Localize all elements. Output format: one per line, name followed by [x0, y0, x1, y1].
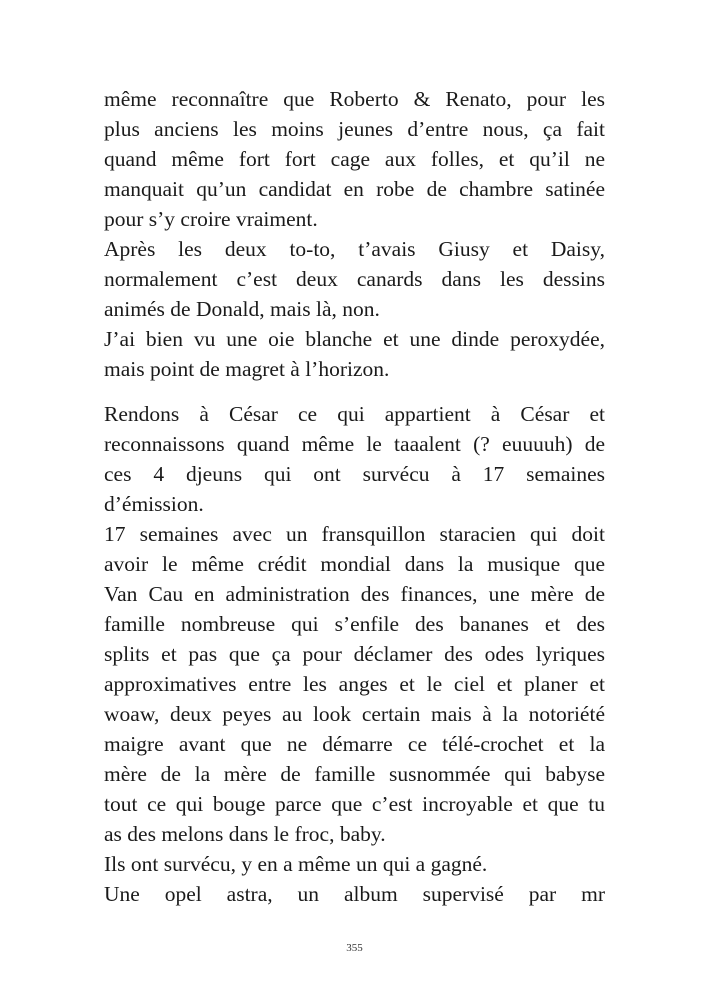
- paragraph: [104, 849, 605, 879]
- text-line: Une opel astra, un album supervisé par mr: [104, 882, 605, 906]
- text-line: Ils ont survécu, y en a même un qui a gagné.: [104, 852, 488, 876]
- text-line: maigre avant que ne démarre ce télé-crochet et la: [104, 732, 605, 756]
- paragraph: [104, 519, 605, 849]
- paragraph: [104, 84, 605, 234]
- text-line: mais point de magret à l’horizon.: [104, 357, 390, 381]
- text-line: reconnaissons quand même le taaalent (? euuuuh) de: [104, 432, 605, 456]
- text-line: avoir le même crédit mondial dans la musique que: [104, 552, 605, 576]
- text-line: tout ce qui bouge parce que c’est incroyable et que tu: [104, 792, 605, 816]
- text-line: normalement c’est deux canards dans les dessins: [104, 267, 605, 291]
- paragraph: [104, 324, 605, 384]
- text-line: pour s’y croire vraiment.: [104, 207, 318, 231]
- text-line: quand même fort fort cage aux folles, et qu’il ne: [104, 147, 605, 171]
- text-line: manquait qu’un candidat en robe de chambre satinée: [104, 177, 605, 201]
- text-line: as des melons dans le froc, baby.: [104, 822, 386, 846]
- text-line: même reconnaître que Roberto & Renato, pour les: [104, 87, 605, 111]
- paragraph: [104, 399, 605, 519]
- text-line: 17 semaines avec un fransquillon staracien qui doit: [104, 522, 605, 546]
- text-line: Après les deux to-to, t’avais Giusy et Daisy,: [104, 237, 605, 261]
- text-line: Rendons à César ce qui appartient à César et: [104, 402, 605, 426]
- text-line: animés de Donald, mais là, non.: [104, 297, 380, 321]
- text-line: plus anciens les moins jeunes d’entre nous, ça fait: [104, 117, 605, 141]
- text-line: woaw, deux peyes au look certain mais à la notoriété: [104, 702, 605, 726]
- text-line: famille nombreuse qui s’enfile des bananes et des: [104, 612, 605, 636]
- paragraph-spacer: [104, 384, 605, 399]
- text-line: mère de la mère de famille susnommée qui babyse: [104, 762, 605, 786]
- paragraph: [104, 234, 605, 324]
- text-line: splits et pas que ça pour déclamer des odes lyriques: [104, 642, 605, 666]
- text-line: J’ai bien vu une oie blanche et une dinde peroxydée,: [104, 327, 605, 351]
- text-line: approximatives entre les anges et le ciel et planer et: [104, 672, 605, 696]
- text-line: ces 4 djeuns qui ont survécu à 17 semaines: [104, 462, 605, 486]
- text-line: Van Cau en administration des finances, une mère de: [104, 582, 605, 606]
- text-line: d’émission.: [104, 492, 204, 516]
- paragraph: [104, 879, 605, 909]
- body-text: [104, 84, 605, 909]
- page-number: 355: [346, 942, 363, 954]
